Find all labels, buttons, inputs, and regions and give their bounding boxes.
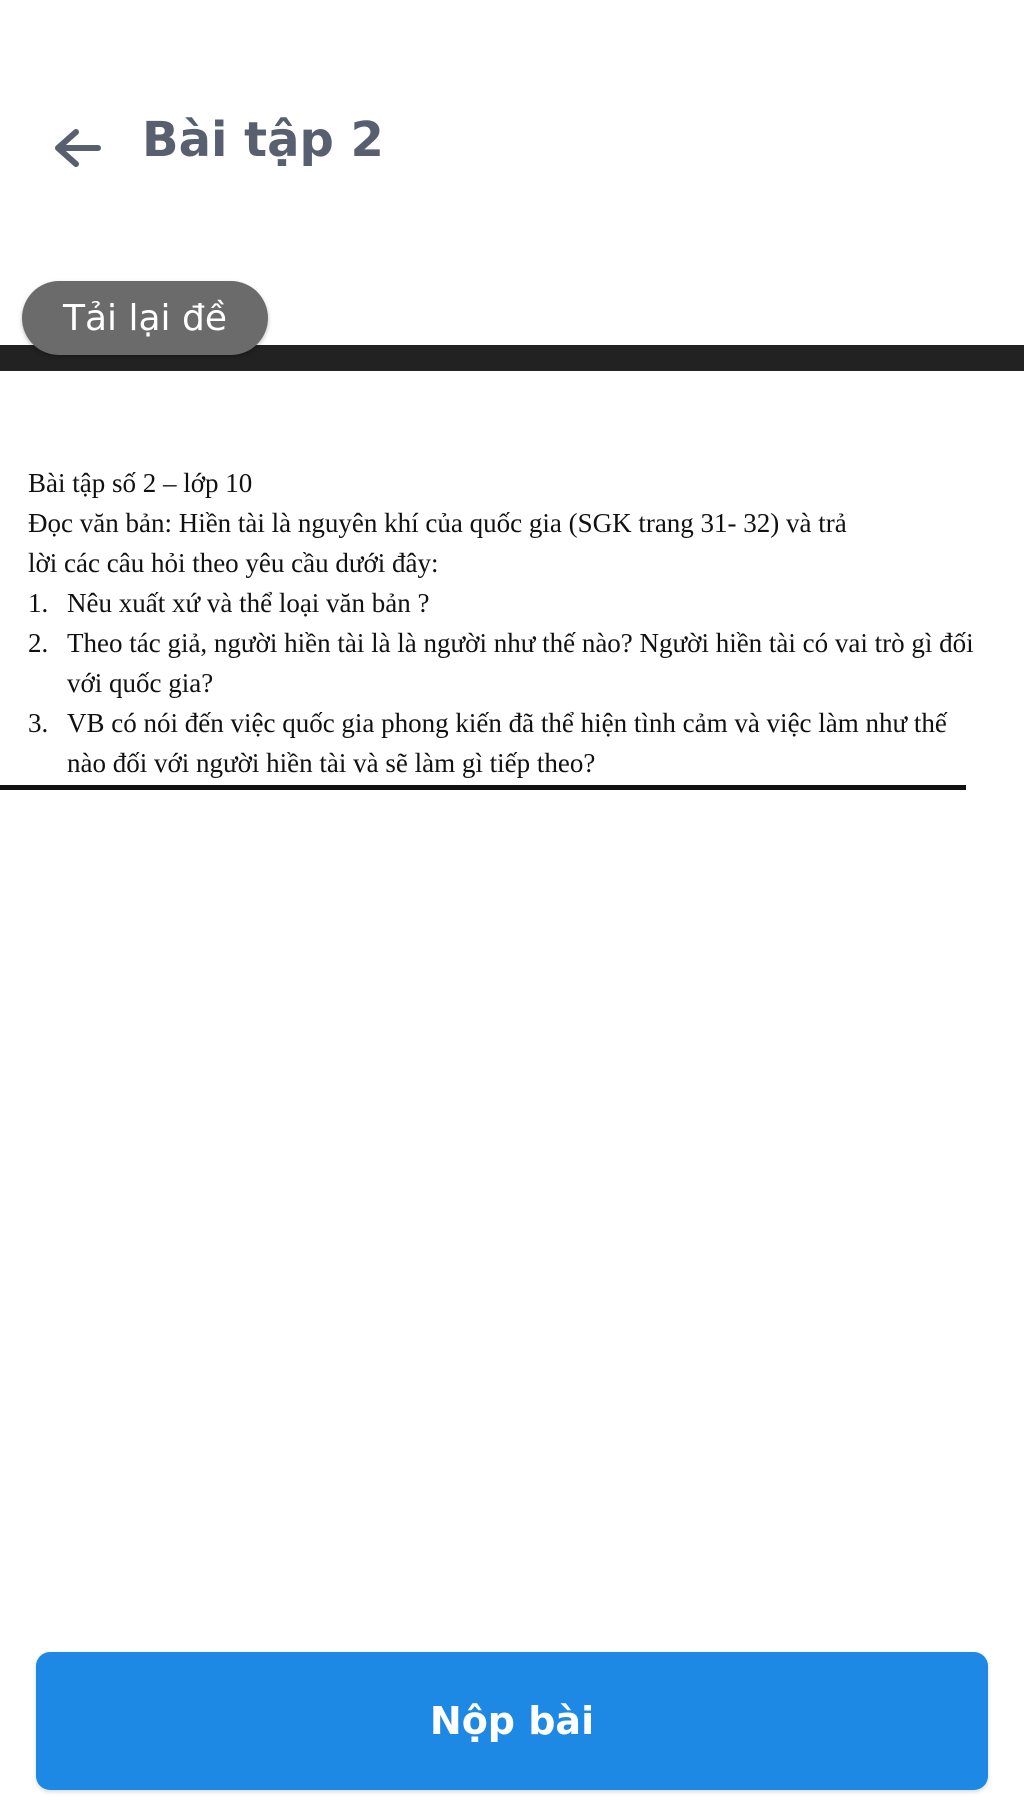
reload-exercise-button[interactable]: Tải lại đề xyxy=(22,281,268,355)
question-list xyxy=(28,583,988,783)
submit-button[interactable]: Nộp bài xyxy=(36,1652,988,1790)
app-header xyxy=(0,90,1024,190)
question-text: Nêu xuất xứ và thể loại văn bản ? xyxy=(67,588,430,618)
question-number: 2. xyxy=(28,628,49,658)
arrow-left-icon xyxy=(50,126,102,170)
document-heading: Bài tập số 2 – lớp 10 xyxy=(28,468,253,498)
document-intro-line-2: lời các câu hỏi theo yêu cầu dưới đây: xyxy=(28,548,439,578)
page-title: Bài tập 2 xyxy=(142,112,384,168)
document-bottom-rule xyxy=(0,785,966,790)
question-number: 3. xyxy=(28,708,49,738)
question-text: VB có nói đến việc quốc gia phong kiến đã thể hiện tình cảm và việc làm như thế nào đối với người hiền tài và sẽ làm gì tiếp theo? xyxy=(67,708,947,778)
exercise-document xyxy=(0,371,1024,791)
back-button[interactable] xyxy=(44,116,108,180)
question-item xyxy=(28,583,988,623)
question-item xyxy=(28,703,988,783)
question-text: Theo tác giả, người hiền tài là là người như thế nào? Người hiền tài có vai trò gì đối với quốc gia? xyxy=(67,628,974,698)
document-content xyxy=(28,463,988,783)
document-intro-line-1: Đọc văn bản: Hiền tài là nguyên khí của quốc gia (SGK trang 31- 32) và trả xyxy=(28,508,847,538)
question-number: 1. xyxy=(28,588,49,618)
question-item xyxy=(28,623,988,703)
